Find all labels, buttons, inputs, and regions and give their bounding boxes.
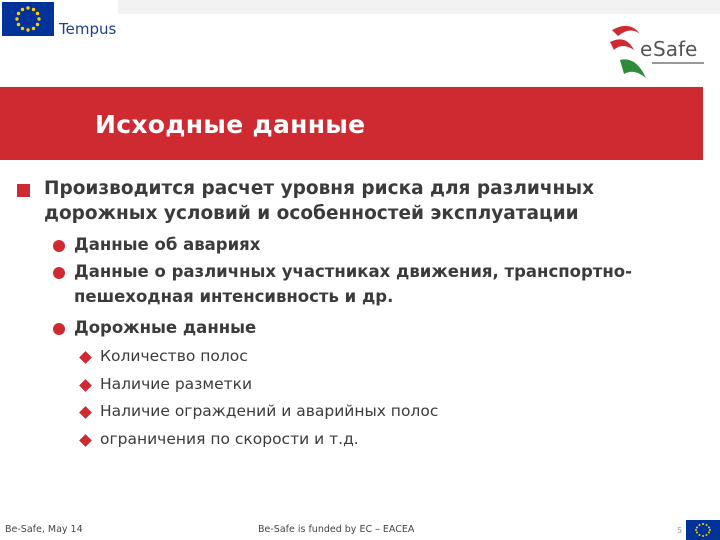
dot-bullet-icon	[53, 240, 65, 252]
bullet-level3-item2: Наличие разметки	[100, 375, 253, 393]
eu-flag-small-icon	[686, 520, 720, 540]
page-number: 5	[677, 526, 683, 535]
bullet-level2-item1: Данные об авариях	[74, 235, 261, 254]
bullet-level2-item3: Дорожные данные	[74, 318, 257, 337]
top-strip	[118, 0, 720, 14]
bullet-level2-item2-line2: пешеходная интенсивность и др.	[74, 287, 394, 306]
diamond-bullet-icon	[79, 351, 92, 364]
slide-title: Исходные данные	[95, 110, 366, 139]
footer-funding-text: Be-Safe is funded by EC – EACEA	[258, 524, 415, 535]
bullet-level1-line1: Производится расчет уровня риска для различных	[44, 178, 594, 199]
bullet-level3-item1: Количество полос	[100, 347, 248, 365]
footer-left-text: Be-Safe, May 14	[5, 524, 83, 535]
tempus-label: Tempus	[59, 20, 117, 38]
svg-text:Safe: Safe	[653, 37, 698, 61]
square-bullet-icon	[17, 184, 30, 197]
bullet-level1-line2: дорожных условий и особенностей эксплуатации	[44, 203, 579, 224]
dot-bullet-icon	[53, 323, 65, 335]
bullet-level3-item4: ограничения по скорости и т.д.	[100, 430, 359, 448]
esafe-logo	[606, 20, 710, 86]
bullet-level3-item3: Наличие ограждений и аварийных полос	[100, 402, 439, 420]
svg-text:e: e	[640, 37, 653, 61]
diamond-bullet-icon	[79, 406, 92, 419]
dot-bullet-icon	[53, 267, 65, 279]
diamond-bullet-icon	[79, 379, 92, 392]
diamond-bullet-icon	[79, 434, 92, 447]
eu-flag-icon	[2, 2, 54, 36]
bullet-level2-item2-line1: Данные о различных участниках движения, транспортно-	[74, 262, 632, 281]
